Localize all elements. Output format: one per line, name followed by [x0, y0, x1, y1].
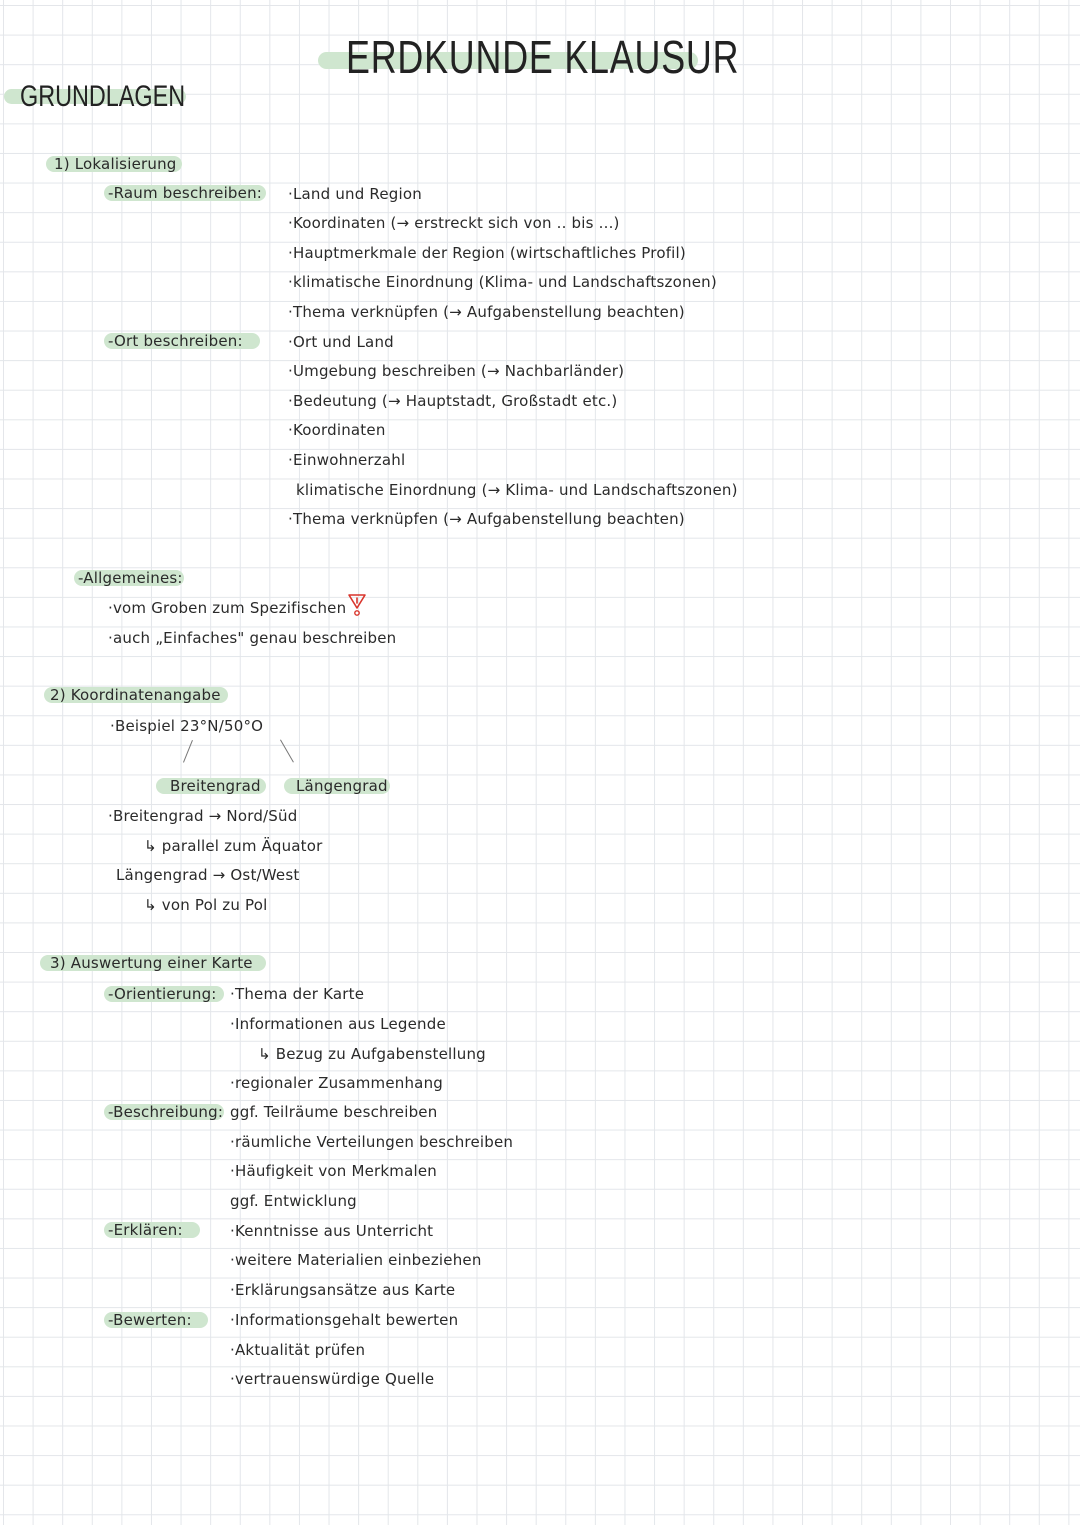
warning-icon: [346, 592, 368, 622]
raum-item: ·Hauptmerkmale der Region (wirtschaftliches Profil): [288, 244, 686, 262]
bew-item: ·Informationsgehalt bewerten: [230, 1311, 459, 1329]
branch-line-left: [183, 740, 193, 763]
ort-item: ·Ort und Land: [288, 333, 394, 351]
allg-label: -Allgemeines:: [78, 569, 183, 587]
coordinate-note: ·Breitengrad → Nord/Süd: [108, 807, 298, 825]
coordinate-example: ·Beispiel 23°N/50°O: [110, 717, 264, 735]
raum-item: ·Thema verknüpfen (→ Aufgabenstellung beachten): [288, 303, 685, 321]
page-title: ERDKUNDE KLAUSUR: [346, 31, 740, 83]
allg-item: ·auch „Einfaches" genau beschreiben: [108, 629, 397, 647]
beschr-item: ·räumliche Verteilungen beschreiben: [230, 1133, 514, 1151]
ort-label: -Ort beschreiben:: [108, 332, 243, 350]
coordinate-note: ↳ parallel zum Äquator: [144, 837, 323, 855]
orient-item: ↳ Bezug zu Aufgabenstellung: [258, 1045, 486, 1063]
s3-heading: 3) Auswertung einer Karte: [50, 954, 253, 972]
bew-item: ·vertrauenswürdige Quelle: [230, 1370, 435, 1388]
raum-item: ·Koordinaten (→ erstreckt sich von .. bis ...): [288, 214, 620, 232]
allg-item: ·vom Groben zum Spezifischen: [108, 599, 347, 617]
erkl-item: ·Erklärungsansätze aus Karte: [230, 1281, 456, 1299]
bew-label: -Bewerten:: [108, 1311, 192, 1329]
orient-item: ·Thema der Karte: [230, 985, 365, 1003]
orient-item: ·regionaler Zusammenhang: [230, 1074, 444, 1092]
beschr-item: ggf. Teilräume beschreiben: [230, 1103, 438, 1121]
beschr-label: -Beschreibung:: [108, 1103, 224, 1121]
raum-item: ·Land und Region: [288, 185, 422, 203]
longitude-label: Längengrad: [296, 777, 388, 795]
erkl-item: ·weitere Materialien einbeziehen: [230, 1251, 482, 1269]
orient-label: -Orientierung:: [108, 985, 217, 1003]
ort-item: klimatische Einordnung (→ Klima- und Landschaftszonen): [296, 481, 738, 499]
section-heading: GRUNDLAGEN: [20, 80, 186, 113]
coordinate-note: Längengrad → Ost/West: [116, 866, 300, 884]
raum-label: -Raum beschreiben:: [108, 184, 263, 202]
latitude-label: Breitengrad: [170, 777, 261, 795]
branch-line-right: [280, 740, 294, 763]
ort-item: ·Einwohnerzahl: [288, 451, 406, 469]
ort-item: ·Bedeutung (→ Hauptstadt, Großstadt etc.): [288, 392, 618, 410]
raum-item: ·klimatische Einordnung (Klima- und Landschaftszonen): [288, 273, 717, 291]
ort-item: ·Thema verknüpfen (→ Aufgabenstellung beachten): [288, 510, 685, 528]
orient-item: ·Informationen aus Legende: [230, 1015, 446, 1033]
s2-heading: 2) Koordinatenangabe: [50, 686, 221, 704]
erkl-item: ·Kenntnisse aus Unterricht: [230, 1222, 434, 1240]
ort-item: ·Umgebung beschreiben (→ Nachbarländer): [288, 362, 625, 380]
s1-heading: 1) Lokalisierung: [54, 155, 177, 173]
ort-item: ·Koordinaten: [288, 421, 386, 439]
bew-item: ·Aktualität prüfen: [230, 1341, 366, 1359]
beschr-item: ggf. Entwicklung: [230, 1192, 357, 1210]
beschr-item: ·Häufigkeit von Merkmalen: [230, 1162, 437, 1180]
coordinate-note: ↳ von Pol zu Pol: [144, 896, 268, 914]
erkl-label: -Erklären:: [108, 1221, 183, 1239]
